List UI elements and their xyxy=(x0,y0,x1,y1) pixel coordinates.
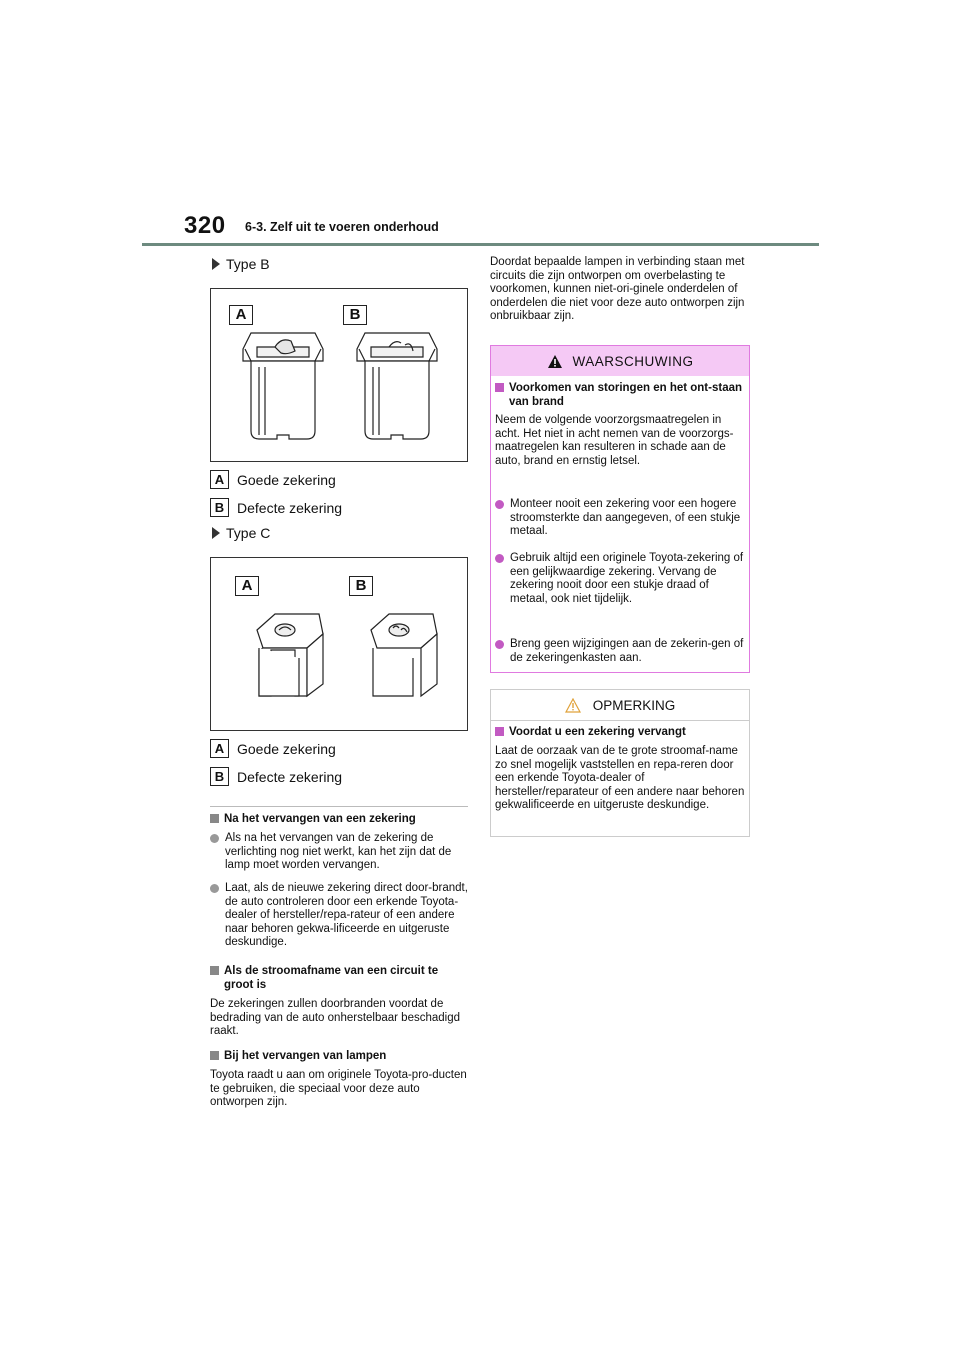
notice-text: Laat de oorzaak van de te grote stroomaf-name zo snel mogelijk vaststellen en repa-reren door een erkende Toyota-dealer of hersteller/reparateur of een andere naar behoren gekwalificeerde en uitgeruste deskundige. xyxy=(495,745,745,811)
triangle-bullet-icon xyxy=(212,527,220,539)
type-b-heading xyxy=(212,256,270,272)
legend-c-defect xyxy=(210,767,342,786)
circle-bullet-icon xyxy=(210,884,219,893)
type-c-heading xyxy=(212,525,270,541)
warning-title: WAARSCHUWING xyxy=(572,353,694,369)
caution-triangle-icon xyxy=(565,698,581,713)
list-item: Gebruik altijd een originele Toyota-zekering of een gelijkwaardige zekering. Vervang de zekering nooit door een stukje draad of metaal, ook niet tijdelijk. xyxy=(495,552,747,606)
type-b-heading-text: Type B xyxy=(226,256,270,272)
page-number: 320 xyxy=(184,212,226,239)
section-title: 6-3. Zelf uit te voeren onderhoud xyxy=(245,220,439,234)
legend-text: Goede zekering xyxy=(237,740,336,757)
notice-header xyxy=(491,690,749,721)
type-c-heading-text: Type C xyxy=(226,525,271,541)
list-item: Laat, als de nieuwe zekering direct door-brandt, de auto controleren door een erkende Toyota-dealer of hersteller/repa-rateur of een andere naar behoren gekwa-lificeerde en uitgeruste deskundige. xyxy=(210,882,468,950)
circle-bullet-icon xyxy=(495,500,504,509)
triangle-bullet-icon xyxy=(212,258,220,270)
legend-text: Defecte zekering xyxy=(237,499,343,516)
note-overload-text: De zekeringen zullen doorbranden voordat de bedrading van de auto onherstelbaar beschadigd raakt. xyxy=(210,998,460,1037)
warning-intro: Neem de volgende voorzorgsmaatregelen in acht. Het niet in acht nemen van de voorzorgs-maatregelen kan resulteren in schade aan de auto, brand en ernstig letsel. xyxy=(495,414,734,467)
legend-text: Goede zekering xyxy=(237,471,336,488)
warning-triangle-icon xyxy=(547,354,563,369)
section-divider xyxy=(210,806,468,807)
legend-key-a: A xyxy=(210,739,229,758)
legend-b-defect xyxy=(210,498,342,517)
warning-header xyxy=(491,346,749,376)
square-bullet-icon xyxy=(495,727,504,736)
legend-key-a: A xyxy=(210,470,229,489)
square-bullet-icon xyxy=(495,383,504,392)
figure-b-label-b: B xyxy=(343,305,367,325)
note-lamps-text: Toyota raadt u aan om originele Toyota-pro-ducten te gebruiken, die speciaal voor deze auto ontworpen zijn. xyxy=(210,1069,467,1108)
note-overload-heading: Als de stroomafname van een circuit te groot is xyxy=(210,964,468,992)
square-bullet-icon xyxy=(210,1051,219,1060)
fuse-type-b-illustration xyxy=(211,289,469,463)
right-intro-text: Doordat bepaalde lampen in verbinding staan met circuits die zijn ontworpen om overbelasting te voorkomen, kunnen niet-ori-ginele onderdelen of onderdelen die niet voor deze auto ontworpen zijn onbruikbaar zijn. xyxy=(490,256,745,322)
circle-bullet-icon xyxy=(210,834,219,843)
legend-key-b: B xyxy=(210,767,229,786)
legend-key-b: B xyxy=(210,498,229,517)
square-bullet-icon xyxy=(210,966,219,975)
fuse-type-c-illustration xyxy=(211,558,469,732)
notice-title: OPMERKING xyxy=(592,697,676,713)
figure-type-c xyxy=(210,557,468,731)
figure-c-label-b: B xyxy=(349,576,373,596)
figure-b-label-a: A xyxy=(229,305,253,325)
list-item: Als na het vervangen van de zekering de verlichting nog niet werkt, kan het zijn dat de lamp moet worden vervangen. xyxy=(210,832,468,873)
figure-c-label-a: A xyxy=(235,576,259,596)
legend-text: Defecte zekering xyxy=(237,768,343,785)
circle-bullet-icon xyxy=(495,640,504,649)
list-item: Breng geen wijzigingen aan de zekerin-gen of de zekeringenkasten aan. xyxy=(495,638,747,665)
note-after-replace-heading: Na het vervangen van een zekering xyxy=(210,812,468,826)
square-bullet-icon xyxy=(210,814,219,823)
list-item: Monteer nooit een zekering voor een hogere stroomsterkte dan aangegeven, of een stukje metaal. xyxy=(495,498,747,539)
header-rule xyxy=(142,243,819,246)
warning-heading: Voorkomen van storingen en het ont-staan van brand xyxy=(495,381,747,409)
notice-heading: Voordat u een zekering vervangt xyxy=(495,725,747,739)
legend-b-good xyxy=(210,470,336,489)
legend-c-good xyxy=(210,739,336,758)
circle-bullet-icon xyxy=(495,554,504,563)
note-lamps-heading: Bij het vervangen van lampen xyxy=(210,1049,468,1063)
figure-type-b xyxy=(210,288,468,462)
